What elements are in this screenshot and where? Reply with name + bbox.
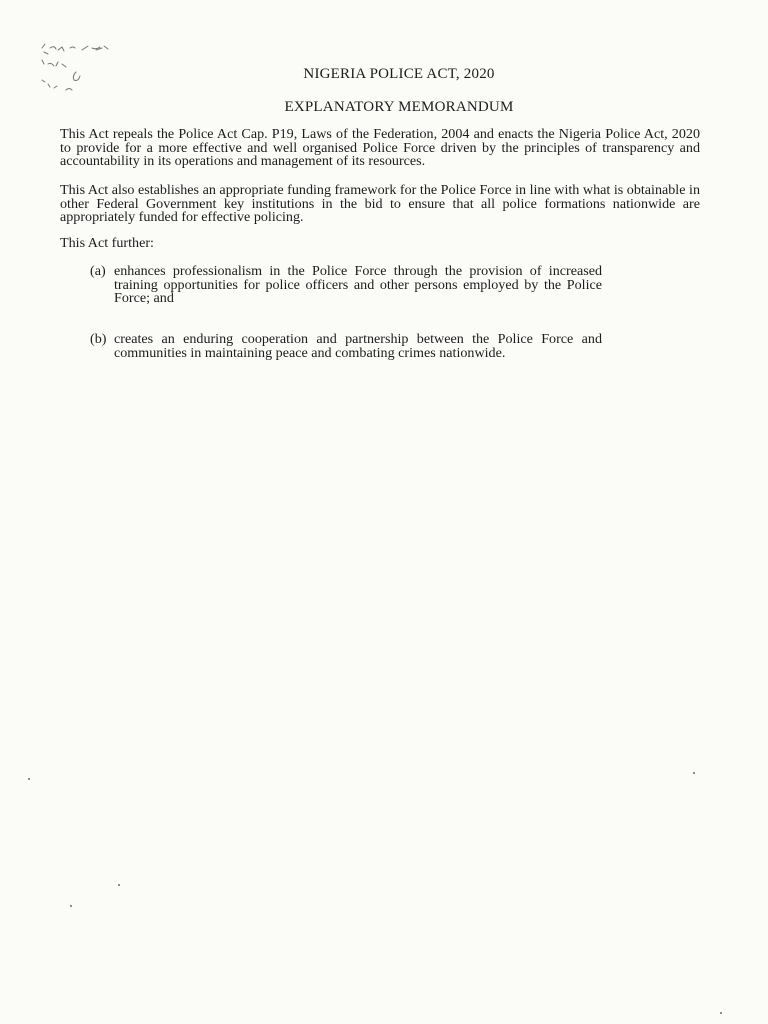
list-item-text: enhances professionalism in the Police Force through the provision of increased training opportunities for police officers and other persons employed by the Police Force; and [114,263,602,307]
list-item-marker: (b) [90,331,107,347]
scan-speck [118,884,120,886]
list-item [90,265,602,306]
list-item-marker: (a) [90,263,106,279]
scan-speck [70,905,72,907]
list-item [90,333,602,360]
scan-speck [28,778,30,780]
page-subtitle: EXPLANATORY MEMORANDUM [284,99,514,115]
paragraph-funding: This Act also establishes an appropriate funding framework for the Police Force in line with what is obtainable in other Federal Government key institutions in the bid to ensure that all police formations nationwide are appropriately funded for effective policing. [60,182,700,226]
page-title: NIGERIA POLICE ACT, 2020 [303,66,495,82]
scan-speck [720,1012,722,1014]
paragraph-further: This Act further: [60,235,154,251]
scan-speck [693,772,695,774]
paragraph-repeal: This Act repeals the Police Act Cap. P19, Laws of the Federation, 2004 and enacts the Nigeria Police Act, 2020 to provide for a more effective and well organised Police Force driven by the principles of transparency and accountability in its operations and management of its resources. [60,126,700,170]
list-item-text: creates an enduring cooperation and partnership between the Police Force and communities in maintaining peace and combating crimes nationwide. [114,331,602,361]
